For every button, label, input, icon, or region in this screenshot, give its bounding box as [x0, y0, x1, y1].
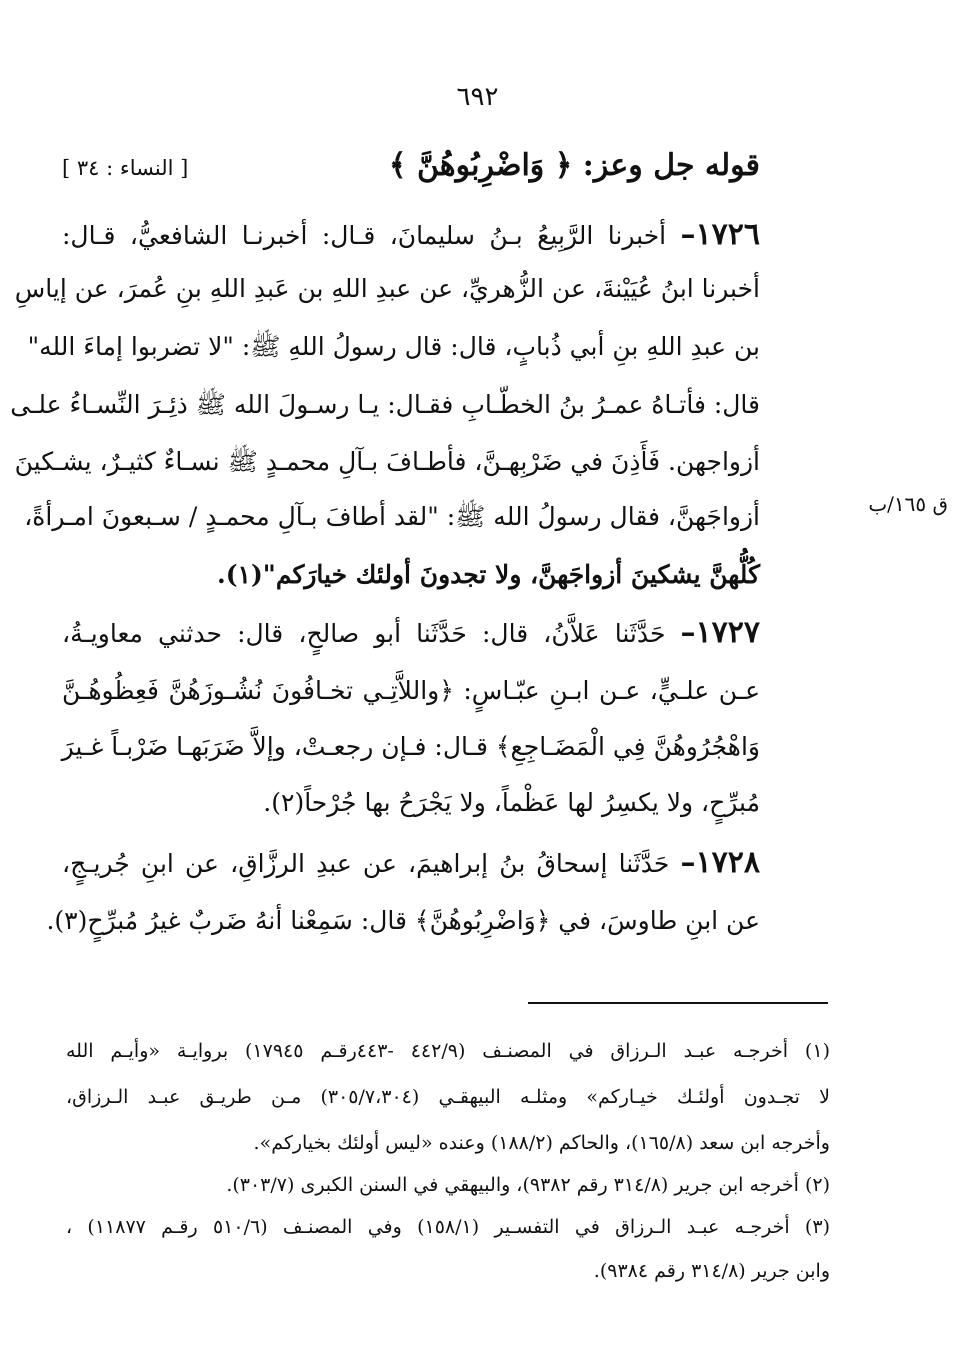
footnote-1-line-1: (١) أخرجـه عبـد الـرزاق في المصنـف (٤٤٢/٩ -٤٤٣رقـم ١٧٩٤٥) بروايـة «وأيـم الله [66, 1040, 830, 1062]
footnote-1-line-3: وأخرجه ابن سعد (١٦٥/٨)، والحاكم (١٨٨/٢) وعنده «ليس أولئك بخياركم». [253, 1132, 830, 1154]
footnote-2: (٢) أخرجه ابن جرير (٣١٤/٨ رقم ٩٣٨٢)، والبيهقي في السنن الكبرى (٣٠٣/٧). [226, 1174, 830, 1196]
footnote-divider [528, 1002, 828, 1004]
entry-1726-line-7: كُلُّهنَّ يشكينَ أزواجَهنَّ، ولا تجدونَ أولئك خيارَكم"(١). [216, 560, 760, 589]
entry-1727-line-4: مُبرِّحٍ، ولا يكسِرُ لها عَظْماً، ولا يَجْرَحُ بها جُرْحاً(٢). [263, 788, 760, 817]
entry-1728-line-1: ١٧٢٨– حَدَّثَنا إسحاقُ بنُ إبراهيمَ، عن عبدِ الرزَّاقِ، عن ابنِ جُريـجٍ، [62, 845, 760, 880]
verse-reference: [ النساء : ٣٤ ] [62, 156, 189, 180]
manuscript-margin-note: ق ١٦٥/ب [868, 492, 948, 516]
entry-number: ١٧٢٧– [680, 615, 760, 650]
entry-number: ١٧٢٦– [680, 217, 760, 252]
entry-1728-line-2: عن ابنِ طاوسَ، في ﴿وَاضْرِبُوهُنَّ﴾ قال: سَمِعْنا أنهُ ضَربٌ غيرُ مُبرِّحٍ(٣). [46, 906, 760, 935]
entry-1727-line-1: ١٧٢٧– حَدَّثَنا عَلاَّنُ، قال: حَدَّثَنا أبو صالحٍ، قال: حدثني معاويـةُ، [62, 615, 760, 650]
footnote-3-line-2: وابن جرير (٣١٤/٨ رقم ٩٣٨٤). [593, 1260, 830, 1282]
entry-1726-line-5: أزواجهن. فَأَذِنَ في ضَرْبِهـنَّ، فأطـافَ بـآلِ محمـدٍ ﷺ نسـاءٌ كثيـرٌ، يشـكينَ [14, 447, 760, 476]
page-number: ٦٩٢ [456, 82, 499, 112]
section-heading [62, 148, 760, 192]
footnote-1-line-2: لا تجـدون أولئـك خيـاركم» ومثلـه البيهقـي (٣٠٥/٧،٣٠٤) مـن طريـق عبـد الـرزاق، [66, 1086, 831, 1108]
entry-1726-line-4: قال: فأتـاهُ عمـرُ بنُ الخطّـابِ فقـال: يـا رسـولَ الله ﷺ ذئِـرَ النِّسـاءُ علـى [10, 390, 760, 419]
entry-1727-line-3: وَاهْجُرُوهُنَّ فِي الْمَضَـاجِعِ﴾ قـال: فـإن رجعـتْ، وإلاَّ ضَرَبَهـا ضَرْبـاً غـيرَ [61, 732, 760, 761]
heading-title: قوله جل وعز: ﴿ وَاضْرِبُوهُنَّ ﴾ [388, 148, 760, 183]
entry-1726-line-6: أزواجَهنَّ، فقال رسولُ الله ﷺ: "لقد أطافَ بـآلِ محمـدٍ / سـبعونَ امـرأةً، [24, 502, 760, 531]
entry-1726-line-2: أخبرنا ابنُ عُيَيْنةَ، عن الزُّهريِّ، عن عبدِ اللهِ بن عَبدِ اللهِ بنِ عُمرَ، عن إياسِ [14, 274, 760, 303]
entry-1727-line-2: عـن علـيٍّ، عـن ابـنِ عبّـاسٍ: ﴿واللاَّتِـي تخـافُونَ نُشُـوزَهُنَّ فَعِظُوهُـنَّ [62, 676, 760, 705]
entry-1726-line-3: بن عبدِ اللهِ بنِ أبي ذُبابٍ، قال: قال رسولُ اللهِ ﷺ: "لا تضربوا إماءَ الله" [27, 332, 760, 361]
entry-number: ١٧٢٨– [680, 845, 760, 880]
footnote-3-line-1: (٣) أخرجـه عبـد الـرزاق في التفسـير (١٥٨/١) وفي المصنـف (٥١٠/٦ رقـم ١١٨٧٧) ، [66, 1216, 830, 1238]
entry-1726-line-1: ١٧٢٦– أخبرنا الرَّبِيعُ بـنُ سليمانَ، قـال: أخبرنـا الشافعيُّ، قـال: [62, 217, 760, 252]
